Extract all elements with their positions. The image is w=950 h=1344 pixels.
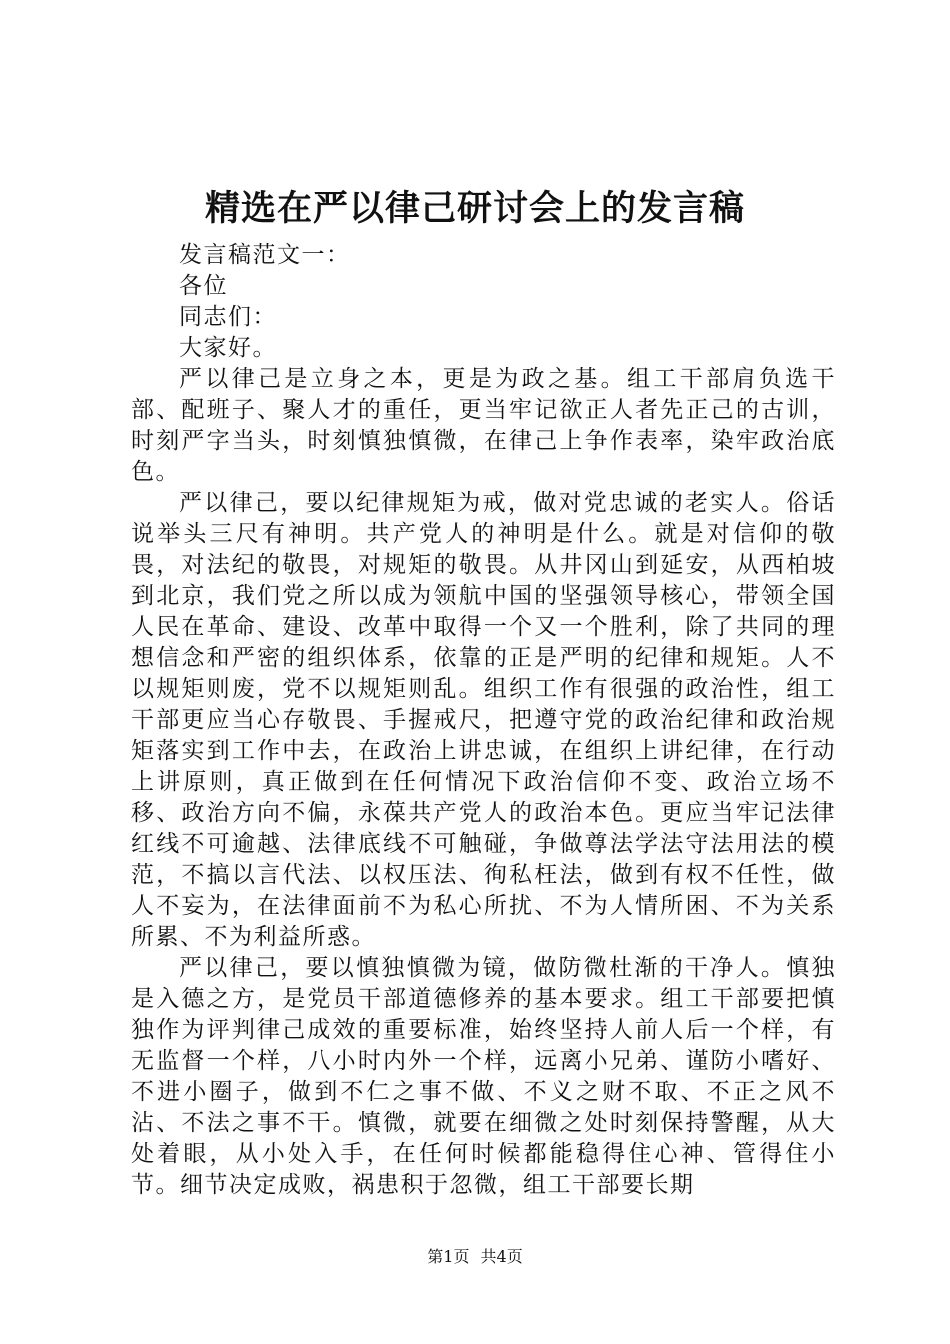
- paragraph: 严以律己，要以纪律规矩为戒，做对党忠诚的老实人。俗话说举头三尺有神明。共产党人的神明是什么。就是对信仰的敬畏，对法纪的敬畏，对规矩的敬畏。从井冈山到延安，从西柏坡到北京，我们党之所以成为领航中国的坚强领导核心，带领全国人民在革命、建设、改革中取得一个又一个胜利，除了共同的理想信念和严密的组织体系，依靠的正是严明的纪律和规矩。人不以规矩则废，党不以规矩则乱。组织工作有很强的政治性，组工干部更应当心存敬畏、手握戒尺，把遵守党的政治纪律和政治规矩落实到工作中去，在政治上讲忠诚，在组织上讲纪律，在行动上讲原则，真正做到在任何情况下政治信仰不变、政治立场不移、政治方向不偏，永葆共产党人的政治本色。更应当牢记法律红线不可逾越、法律底线不可触碰，争做尊法学法守法用法的模范，不搞以言代法、以权压法、徇私枉法，做到有权不任性，做人不妄为，在法律面前不为私心所扰、不为人情所困、不为关系所累、不为利益所惑。: [131, 490, 836, 950]
- document-body: [131, 240, 836, 1201]
- page-number: 第1页: [427, 1247, 470, 1266]
- paragraph: 大家好。: [179, 335, 277, 361]
- paragraph: 各位: [179, 273, 228, 299]
- page-footer: [0, 1247, 950, 1267]
- paragraph: 严以律己，要以慎独慎微为镜，做防微杜渐的干净人。慎独是入德之方，是党员干部道德修养的基本要求。组工干部要把慎独作为评判律己成效的重要标准，始终坚持人前人后一个样，有无监督一个样，八小时内外一个样，远离小兄弟、谨防小嗜好、不进小圈子，做到不仁之事不做、不义之财不取、不正之风不沾、不法之事不干。慎微，就要在细微之处时刻保持警醒，从大处着眼，从小处入手，在任何时候都能稳得住心神、管得住小节。细节决定成败，祸患积于忽微，组工干部要长期: [131, 955, 836, 1198]
- paragraph: 同志们：: [179, 304, 277, 330]
- paragraph: 严以律己是立身之本，更是为政之基。组工干部肩负选干部、配班子、聚人才的重任，更当牢记欲正人者先正己的古训，时刻严字当头，时刻慎独慎微，在律己上争作表率，染牢政治底色。: [131, 366, 836, 485]
- document-title: 精选在严以律己研讨会上的发言稿: [204, 188, 745, 229]
- paragraph: 发言稿范文一：: [179, 242, 351, 268]
- page-total: 共4页: [480, 1247, 523, 1266]
